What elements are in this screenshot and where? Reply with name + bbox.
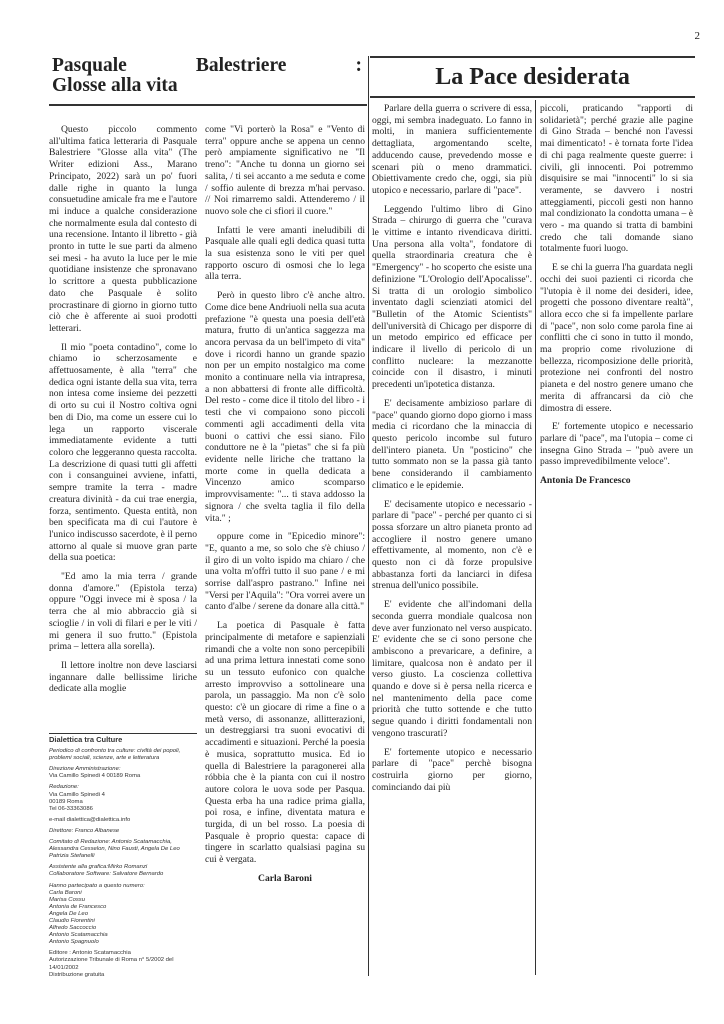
admin-address: Via Camillo Spinedi 4 00189 Roma — [49, 773, 141, 780]
partecipante: Antonio Spagnuolo — [49, 939, 99, 946]
colophon-partecipanti — [49, 883, 197, 947]
paragraph: E' fortemente utopico e necessario parlare di "pace" perchè bisogna costruirla giorno per giorno, cominciando dai più — [372, 746, 532, 793]
colophon-email: e-mail dialettica@dialettica.info — [49, 816, 131, 823]
column-divider-right — [535, 100, 536, 975]
distribuzione: Distribuzione gratuita — [49, 971, 105, 978]
title-word-pasquale: Pasquale — [52, 55, 127, 76]
paragraph: oppure come in "Epicedio minore": "E, quanto a me, so solo che s'è chiuso / il giro di un volto ispido ma chiaro / che una volta m'offrì tutto il suo pane / e mi sorrise dall'aspro pastrano." Infine nei "Versi per l'Aquila": "Ora vorrei avere un canto d'albe / serene da donare alla città." — [205, 531, 365, 613]
redazione-line: Via Camillo Spinedi 4 — [49, 791, 105, 798]
colophon-staff — [49, 864, 197, 878]
colophon-admin — [49, 766, 197, 780]
page-number: 2 — [694, 30, 700, 42]
right-title-rule-bottom — [370, 96, 695, 98]
paragraph: E' decisamente utopico e necessario - parlare di "pace" - perché per quanto ci si possa sforzare un altro pianeta pronto ad accogliere il nostro genere umano effettivamente, al momento, non c'è e questo non ci dà forze propulsive abbastanza forti da lanciarci in difesa strenua dell'unico possibile. — [372, 498, 532, 592]
paragraph: "Ed amo la mia terra / grande donna d'amore." (Epistola terza) oppure "Oggi invece mi è sposa / la terra che al mio abbraccio già si scioglie / in voli di filari e per le viti / mi genera il suo frutto." (Epistola prima – lettera alla sorella). — [49, 571, 197, 653]
partecipante: Marisa Cossu — [49, 896, 86, 903]
collaboratore-software: Collaboratore Software: Salvatore Bernardo — [49, 871, 164, 878]
left-title-rule — [49, 104, 367, 106]
paragraph: come "Vi porterò la Rosa" e "Vento di terra" oppure anche se appena un cenno però ampiamente significativo ne "Il treno": "Anche tu donna un giorno sei salita, / ti sei accanto a me seduta e come / soffio aulente di brezza m'hai pervaso. // Noi rimarremo saldi. Attenderemo / il nuovo sole che ci sfiori il cuore." — [205, 124, 365, 217]
paragraph: Il lettore inoltre non deve lasciarsi ingannare dalle bellissime liriche dedicate alla moglie — [49, 659, 197, 695]
paragraph: E' fortemente utopico e necessario parlare di "pace", ma l'utopia – come ci insegna Gino Strada – "può avere un passo imprevedibilmente veloce". — [540, 421, 693, 468]
editore: Editore : Antonio Scatamacchia — [49, 950, 131, 957]
colophon-comitato: Comitato di Redazione: Antonio Scatamacchia, Alessandra Cesselon, Nino Fausti, Angela De Leo Patrizia Stefanelli — [49, 839, 180, 860]
paragraph: E' decisamente ambizioso parlare di "pace" quando giorno dopo giorno i mass media ci ricordano che la minaccia di questo pericolo incombe sul futuro dell'intero pianeta. Un "posticino" che tutto sommato non se la passa già tanto bene considerando il cambiamento climatico e le epidemie. — [372, 397, 532, 491]
column-divider-center — [368, 56, 369, 976]
colophon-title: Dialettica tra Culture — [49, 735, 123, 744]
left-article-column-1 — [49, 124, 197, 702]
title-word-balestriere: Balestriere — [195, 55, 287, 76]
colophon-direttore: Direttore: Franco Albanese — [49, 827, 120, 834]
paragraph: piccoli, praticando "rapporti di solidarietà"; perché grazie alle pagine di Gino Strada – benché non l'avessi mai dimenticato! - è tornata forte l'idea di chi paga realmente queste guerre: i civili, gli innocenti. Poi potremmo disquisire se mai "innocenti" lo si sia veramente, se davvero i nostri atteggiamenti, piccoli gesti non hanno mal condizionato la condotta umana – è vero - ma quando si tratta di bambini credo che tali domande siano totalmente fuori luogo. — [540, 103, 693, 255]
redazione-label: Redazione: — [49, 784, 79, 791]
colophon-rule — [49, 733, 197, 734]
autorizzazione: Autorizzazione Tribunale di Roma n° 5/2002 del 14/01/2002 — [49, 957, 174, 971]
left-article-column-2 — [205, 124, 365, 892]
title-line-2: Glosse alla vita — [52, 75, 178, 96]
paragraph: Questo piccolo commento all'ultima fatica letteraria di Pasquale Balestriere "Glosse alla vita" (The Writer edizioni Ass., Marano Principato, 2022) sarà un po' fuori dalle righe in quanto la lunga consuetudine amicale fra me e l'autore mi induce a qualche considerazione che normalmente esula dal contesto di una recensione. Intanto il libretto - già pronto in tutte le sue parti da almeno sei mesi - ha avuto la luce per le mie quotidiane insistenze che spronavano lo scrittore a questa pubblicazione dato che Pasquale è solito procrastinare di giorno in giorno tutto ciò che è afferente ai suoi prodotti letterari. — [49, 124, 197, 334]
paragraph: Il mio "poeta contadino", come lo chiamo io scherzosamente e affettuosamente, è alla "terra" che dedica ogni istante della sua vita, terra non intesa come insieme dei pezzetti di orto su cui il Nostro coltiva ogni ben di Dio, ma come un essere cui lo lega un rapporto viscerale immediatamente evidente a tutti coloro che leggeranno questa raccolta. La descrizione di quasi tutti gli affetti con i consanguinei avviene, infatti, sempre tramite la terra - madre creatura divinità - da cui trae energia, forza, sentimento. Questa entità, non ben specificata ma di cui l'autore è l'unico indiscusso sacerdote, è il perno attorno al quale si muove gran parte della sua poetica: — [49, 341, 197, 564]
admin-label: Direzione Amministrazione: — [49, 766, 121, 773]
right-title-rule-top — [370, 56, 695, 58]
partecipanti-label: Hanno partecipato a questo numero: — [49, 882, 145, 889]
title-colon: : — [355, 55, 362, 76]
right-article-column-1 — [372, 103, 532, 800]
partecipante: Claudio Fiorentini — [49, 917, 95, 924]
partecipante: Carla Baroni — [49, 889, 82, 896]
partecipante: Angela De Leo — [49, 910, 88, 917]
right-article-title: La Pace desiderata — [435, 64, 630, 90]
partecipante: Antonia de Francesco — [49, 903, 107, 910]
author-signature-carla-baroni: Carla Baroni — [258, 872, 312, 884]
partecipante: Antonio Scatamacchia — [49, 932, 108, 939]
colophon-editore — [49, 950, 197, 978]
left-article-title — [52, 56, 362, 96]
assistente-grafica: Assistente alla grafica:Mirko Romanzi — [49, 864, 148, 871]
author-signature-antonia-de-francesco: Antonia De Francesco — [540, 475, 631, 487]
paragraph: Infatti le vere amanti ineludibili di Pasquale alle quali egli dedica quasi tutta la sua esistenza sono le viti per quel rapporto oscuro di osmosi che lo lega alla terra. — [205, 224, 365, 283]
right-article-column-2 — [540, 103, 693, 494]
partecipante: Alfredo Saccoccio — [49, 925, 97, 932]
paragraph: E se chi la guerra l'ha guardata negli occhi dei suoi pazienti ci ricorda che "l'utopia è il nome dei desideri, idee, progetti che possono diventare realtà", allora ecco che si fa impellente parlare di "pace", non solo come parola fine ai conflitti che ci sono in tutto il mondo, ma proprio come rivoluzione di bellezza, ricomposizione delle priorità, protezione nei confronti del nostro pianeta e del nostro genere umano che merita di affrancarsi da ciò che dimostra di essere. — [540, 262, 693, 414]
redazione-line: Tel 06-33363086 — [49, 805, 93, 812]
paragraph: Leggendo l'ultimo libro di Gino Strada – chirurgo di guerra che "curava le vittime e intanto rivendicava diritti. Una persona alla volta", fondatore di quella straordinaria creatura che è "Emergency" - ho scoperto che esiste una definizione "L'Orologio dell'Apocalisse". Si tratta di un orologio simbolico inventato dagli scienziati atomici del "Bulletin of the Atomic Scientists" dell'università di Chicago per disporre di un metodo empirico ed efficace per indicare il livello di pericolo di un conflitto nucleare: la mezzanotte coincide con il disastro, i minuti precedenti un'ipotetica distanza. — [372, 203, 532, 391]
colophon — [49, 736, 197, 983]
redazione-line: 00189 Roma — [49, 798, 83, 805]
paragraph: Però in questo libro c'è anche altro. Come dice bene Andriuoli nella sua acuta prefazione "è questa una poesia dell'età matura, frutto di un'antica saggezza ma ancora pervasa da un bell'impeto di vita" dove i ricordi hanno un grande spazio non per un empito nostalgico ma come monito a continuare nella via intrapresa, a non abbattersi di fronte alle difficoltà. Del resto - come dice il titolo del libro - i testi che vi compaiono sono piccoli commenti agli accadimenti della vita buoni o cattivi che essi siano. Filo conduttore ne è la "pietas" che si fa più evidente nelle liriche che trattano la morte come in quella dedicata a Vincenzo amico scomparso improvvisamente: "... ti stava addosso la signora / che svelta taglia il filo della vita." ; — [205, 290, 365, 524]
paragraph: E' evidente che all'indomani della seconda guerra mondiale qualcosa non deve aver funzionato nel verso auspicato. E' evidente che se ci sono persone che ambiscono a prevaricare, a definire, a limitare, qualcosa non è andato per il verso giusto. La coscienza collettiva quando e dove si è persa nella ricerca e nel mantenimento della pace come priorità che tutto sottende e che tutto segue quando i diritti fondamentali non vengono trascurati? — [372, 599, 532, 739]
paragraph: La poetica di Pasquale è fatta principalmente di metafore e sapienziali rimandi che a volte non sono percepibili ad una prima lettura innestati come sono su un tessuto eufonico con qualche arresto improvviso a sottolineare una parola, un passaggio. Ma non c'è solo questo: c'è un giocare di rime a fine o a metà verso, di assonanze, allitterazioni, un destreggiarsi tra suoni evocativi di accadimenti e situazioni. Perché la poesia è musica, soprattutto musica. Ed io quella di Balestriere la paragonerei alla róbbia che è la pianta con cui il nostro autore colora le uova sode per Pasqua. Questa erba ha una radice prima gialla, poi rosa, e infine, diventata matura e turgida, di un bel rosso. La poesia di Pasquale è proprio questa: capace di tingere in scarlatto qualsiasi pagina su cui è vergata. — [205, 620, 365, 866]
paragraph: Parlare della guerra o scrivere di essa, oggi, mi sembra inadeguato. Lo fanno in molti, in maniera sufficientemente dettagliata, argomentando scelte, adducendo cause, prevedendo mosse e scenari più o meno drammatici. Obiettivamente credo che, oggi, sia più utopico e necessario, parlare di "pace". — [372, 103, 532, 196]
colophon-redazione — [49, 784, 197, 812]
colophon-subtitle: Periodico di confronto tra culture: civiltà dei popoli, problemi sociali, scienze, arte e letteratura — [49, 748, 181, 762]
